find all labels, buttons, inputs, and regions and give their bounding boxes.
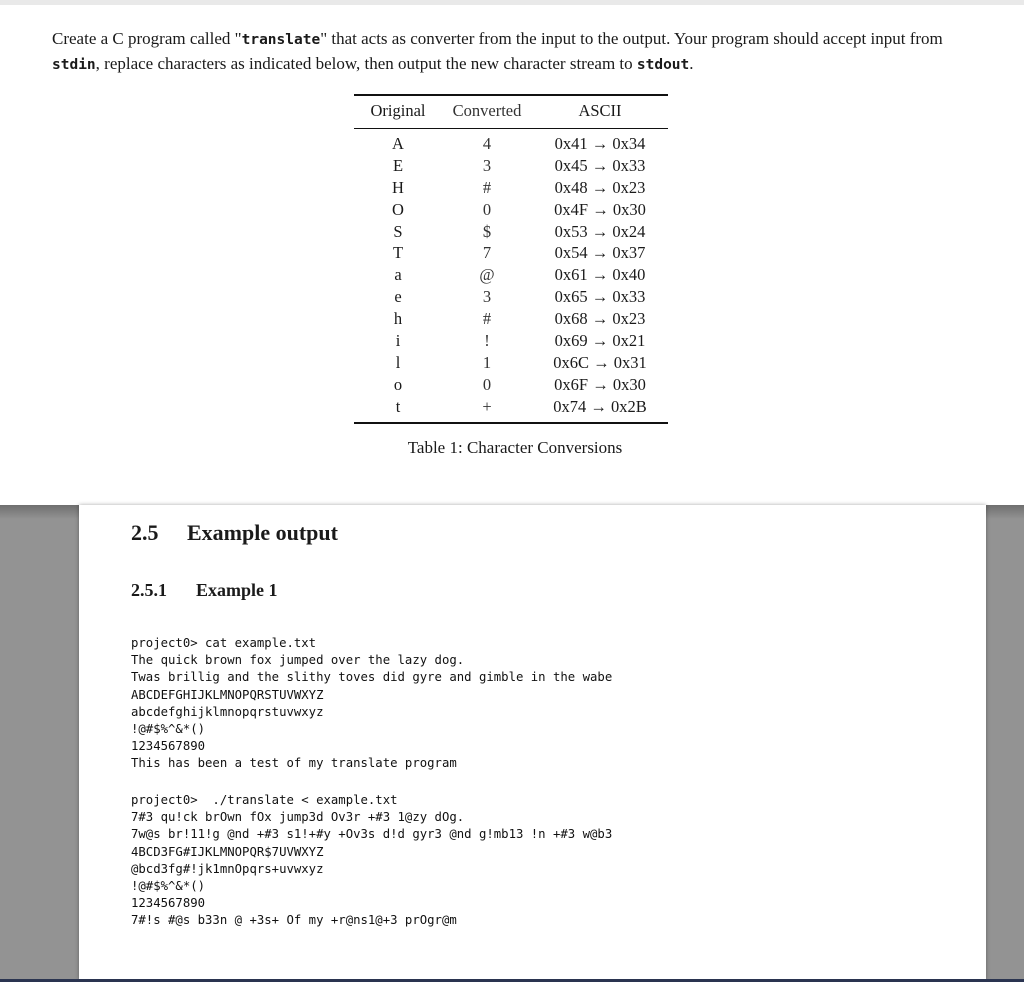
code-line: !@#$%^&*() (131, 721, 206, 736)
subsection-heading (131, 580, 278, 601)
table-row (354, 221, 668, 243)
header-ascii: ASCII (578, 101, 622, 120)
table-row (354, 242, 668, 264)
table-row (354, 352, 668, 374)
table-row (354, 129, 668, 155)
cell-ascii: 0x69 → 0x21 (554, 330, 646, 350)
assignment-intro: Create a C program called "translate" that acts as converter from the input to the output. Your program should accept input from stdin, replace characters as indicated below, then output the new character stream to stdout. (52, 29, 943, 73)
cell-converted: 0 (482, 199, 492, 219)
cell-ascii: 0x61 → 0x40 (554, 265, 646, 285)
table-header-row (354, 95, 668, 129)
cell-converted: 3 (482, 287, 492, 307)
conversion-table (354, 94, 668, 424)
cell-converted: 1 (482, 352, 492, 372)
code-line: project0> ./translate < example.txt (131, 793, 398, 807)
cell-ascii: 0x6F → 0x30 (554, 374, 646, 394)
program-name: translate (241, 32, 321, 48)
subsection-number: 2.5.1 (131, 580, 167, 600)
cell-ascii: 0x41 → 0x34 (554, 133, 646, 153)
cell-original: T (392, 243, 404, 263)
code-line: 7#!s #@s b33n @ +3s+ Of my +r@ns1@+3 prOgr@m (131, 913, 457, 928)
cell-ascii: 0x65 → 0x33 (554, 287, 646, 307)
table-row (354, 155, 668, 177)
cell-original: h (393, 309, 403, 329)
code-line: !@#$%^&*() (131, 878, 206, 893)
code-line: ABCDEFGHIJKLMNOPQRSTUVWXYZ (131, 687, 324, 702)
code-line: 1234567890 (131, 739, 206, 754)
table-row (354, 264, 668, 286)
cell-converted: $ (482, 221, 492, 241)
cell-original: i (395, 330, 401, 350)
code-line: 7w@s br!11!g @nd +#3 s1!+#y +Ov3s d!d gyr3 @nd g!mb13 !n +#3 w@b3 (131, 827, 613, 842)
subsection-title: Example 1 (196, 580, 278, 600)
table-row (354, 199, 668, 221)
section-number: 2.5 (131, 520, 159, 545)
table-row (354, 330, 668, 352)
cell-original: e (394, 287, 402, 307)
cell-converted: + (482, 396, 492, 416)
table-row (354, 396, 668, 423)
table-row (354, 286, 668, 308)
example-output-listing (131, 792, 612, 930)
code-line: 1234567890 (131, 896, 206, 911)
cell-original: A (392, 133, 404, 153)
stdout-term: stdout (636, 57, 690, 73)
cell-original: S (393, 221, 403, 241)
code-line: @bcd3fg#!jk1mnOpqrs+uvwxyz (131, 861, 324, 876)
cell-original: o (393, 374, 403, 394)
cell-converted: 0 (482, 374, 492, 394)
code-line: project0> cat example.txt (131, 636, 317, 650)
cell-ascii: 0x45 → 0x33 (554, 155, 646, 175)
table-caption: Table 1: Character Conversions (407, 438, 623, 457)
table-row (354, 177, 668, 199)
cell-converted: @ (479, 265, 495, 285)
cell-ascii: 0x53 → 0x24 (554, 221, 646, 241)
header-original: Original (370, 101, 426, 120)
code-line: Twas brillig and the slithy toves did gyre and gimble in the wabe (131, 670, 613, 685)
header-converted: Converted (452, 101, 522, 120)
cell-original: H (392, 177, 404, 197)
code-line: 7#3 qu!ck brOwn fOx jump3d Ov3r +#3 1@zy dOg. (131, 810, 465, 825)
code-line: 4BCD3FG#IJKLMNOPQR$7UVWXYZ (131, 844, 324, 859)
cell-original: t (395, 396, 401, 416)
table-row (354, 374, 668, 396)
section-heading (131, 520, 338, 546)
cell-converted: 4 (482, 133, 492, 153)
cell-ascii: 0x4F → 0x30 (554, 199, 646, 219)
cell-ascii: 0x74 → 0x2B (553, 396, 647, 416)
cell-converted: 7 (482, 243, 492, 263)
code-line: abcdefghijklmnopqrstuvwxyz (131, 704, 324, 719)
cell-ascii: 0x48 → 0x23 (554, 177, 646, 197)
cell-original: l (395, 352, 401, 372)
cell-converted: # (482, 309, 492, 329)
cell-ascii: 0x54 → 0x37 (554, 243, 646, 263)
cell-converted: ! (484, 330, 490, 350)
cell-original: O (392, 199, 404, 219)
example-input-listing (131, 635, 612, 773)
cell-converted: 3 (482, 155, 492, 175)
cell-original: E (392, 155, 404, 175)
stdin-term: stdin (52, 57, 96, 73)
code-line: This has been a test of my translate program (131, 756, 457, 771)
cell-ascii: 0x68 → 0x23 (554, 309, 646, 329)
table-row (354, 308, 668, 330)
cell-original: a (394, 265, 402, 285)
cell-ascii: 0x6C → 0x31 (553, 352, 647, 372)
section-title: Example output (187, 520, 338, 545)
code-line: The quick brown fox jumped over the lazy dog. (131, 653, 465, 668)
cell-converted: # (482, 177, 492, 197)
